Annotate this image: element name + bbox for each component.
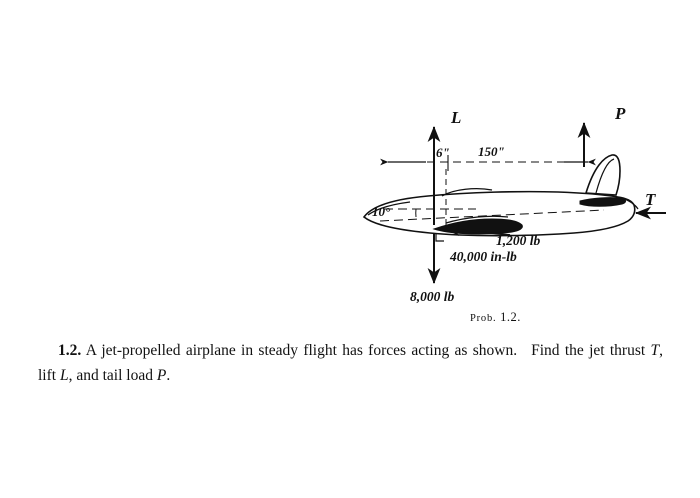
label-angle: 10° (372, 204, 391, 219)
label-lift: L (451, 108, 462, 127)
problem-text-2: Find the jet thrust (531, 342, 651, 359)
symbol-lift: L (59, 367, 69, 385)
symbol-thrust: T (650, 342, 660, 359)
label-moment: 40,000 in-lb (450, 249, 517, 264)
problem-text-1: A jet-propelled airplane in steady flight has forces acting as shown. (85, 342, 518, 359)
problem-paragraph (38, 338, 663, 388)
label-tail-load: P (615, 105, 626, 123)
label-dim-150: 150" (478, 144, 505, 159)
problem-text-5: . (166, 367, 171, 385)
label-dim-6: 6" (436, 145, 450, 160)
label-weight: 8,000 lb (410, 289, 455, 304)
figure-caption-prefix: Prob. (470, 313, 497, 324)
vertical-fin (586, 155, 620, 195)
horizontal-stabilizer (580, 198, 626, 207)
problem-number: 1.2. (58, 342, 82, 359)
symbol-tail-load: P (156, 367, 167, 385)
figure-airplane-diagram (350, 105, 670, 320)
problem-text-4: , and tail load (68, 367, 157, 385)
problem-text-3: , lift (38, 342, 663, 385)
figure-caption (470, 310, 521, 325)
label-thrust: T (645, 190, 656, 209)
figure-caption-number: 1.2. (500, 310, 521, 324)
label-drag-force: 1,200 lb (496, 233, 541, 248)
